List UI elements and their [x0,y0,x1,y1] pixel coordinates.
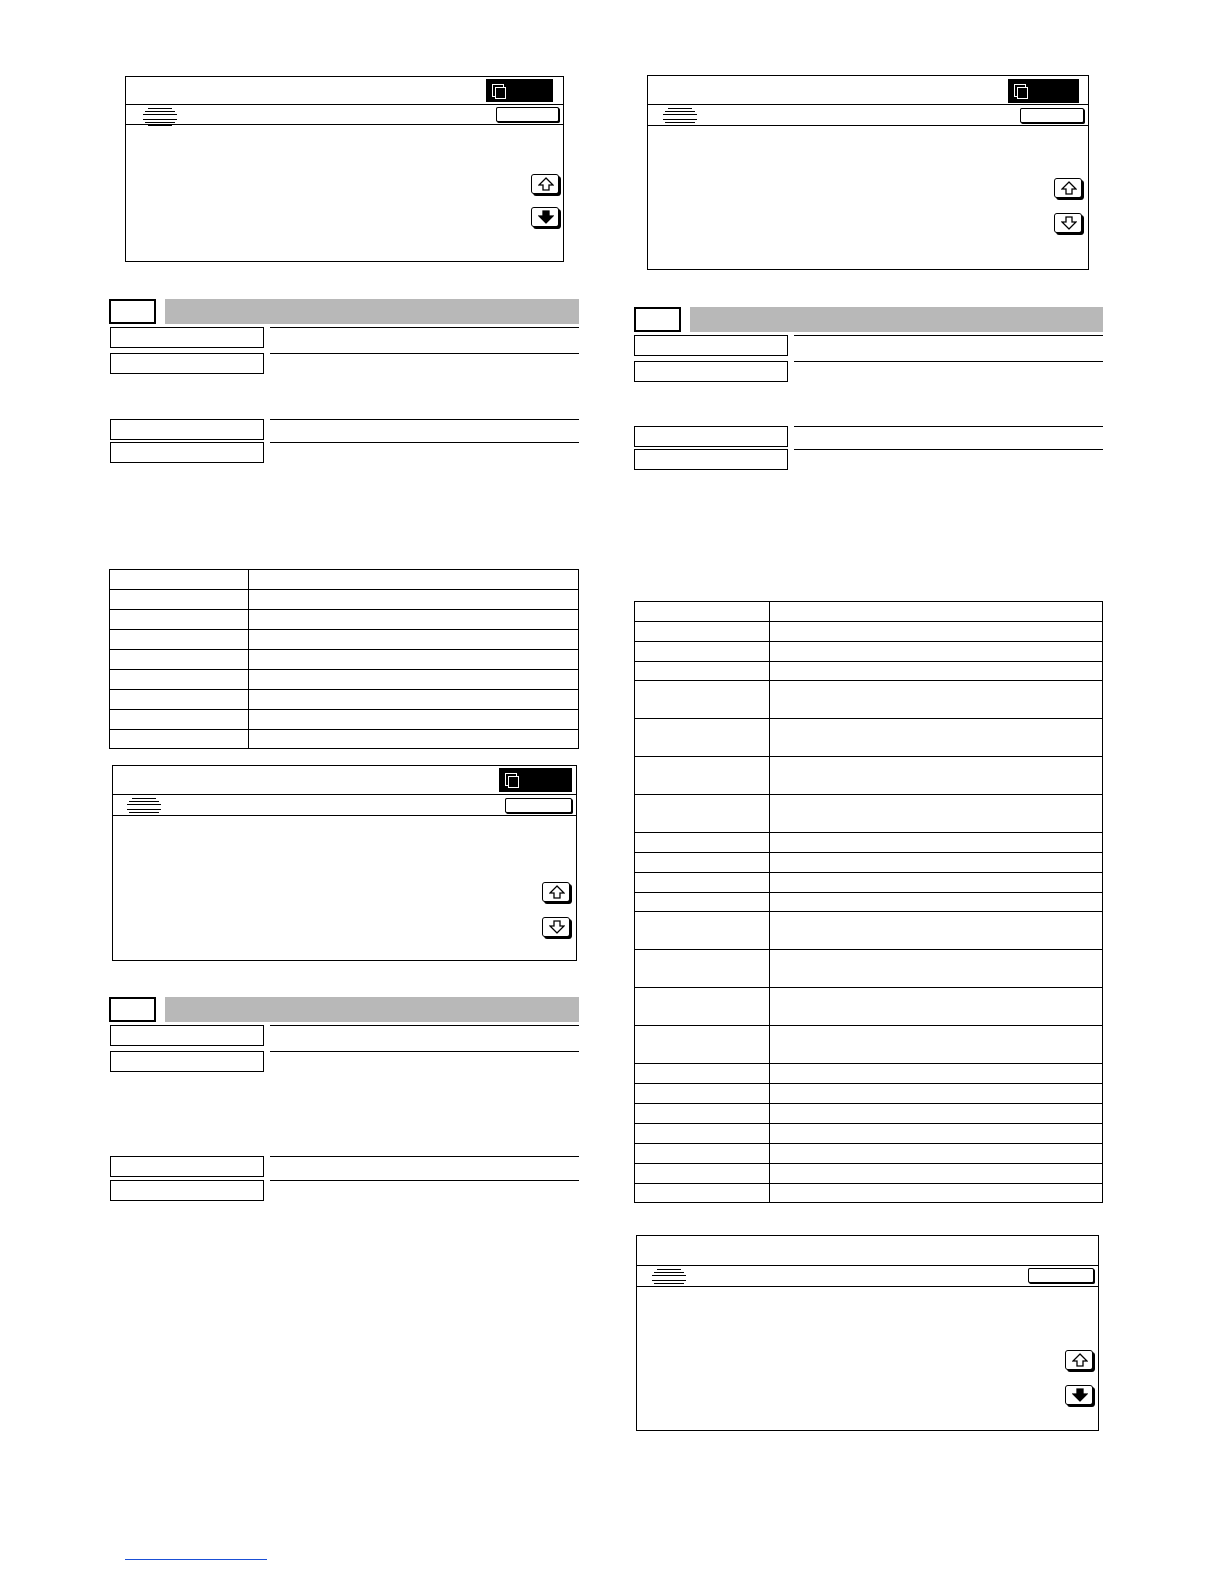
table-cell-value [770,1084,1103,1104]
table-row [635,1064,1103,1084]
field-rule [270,1025,579,1026]
table-cell-value [770,873,1103,893]
up-arrow-icon [538,177,554,191]
table-cell-key [110,590,249,610]
field-rule [270,1156,579,1157]
table-cell-key [635,681,770,719]
table-cell-value [770,893,1103,912]
screen-menu-button[interactable] [505,798,572,813]
table-cell-value [249,590,579,610]
field-rule [270,1051,579,1052]
table-cell-value [249,630,579,650]
table-cell-key [110,690,249,710]
copy-mode-tab[interactable] [1008,79,1079,103]
table-cell-value [249,710,579,730]
up-arrow-icon [1072,1353,1088,1367]
copy-mode-icon [492,84,504,97]
screen-title-bar [637,1236,1098,1266]
table-cell-value [770,662,1103,681]
table-row [635,988,1103,1026]
table-cell-key [110,610,249,630]
scroll-up-button[interactable] [542,882,570,902]
table-row [110,730,579,749]
lcd-screen-right-2 [636,1235,1099,1431]
table-cell-key [635,1026,770,1064]
field-rule [794,361,1103,362]
field-label-box [110,442,264,463]
data-table-left [109,569,579,749]
table-cell-key [635,602,770,622]
table-row [635,1104,1103,1124]
table-row [635,950,1103,988]
table-cell-key [110,570,249,590]
table-cell-key [635,757,770,795]
table-cell-value [770,1164,1103,1184]
screen-menu-button[interactable] [1020,108,1084,123]
table-row [635,853,1103,873]
table-cell-value [249,690,579,710]
table-cell-value [770,622,1103,642]
table-cell-key [635,833,770,853]
table-cell-key [635,873,770,893]
field-label-box [110,1156,264,1177]
paper-stack-icon [652,1266,686,1288]
scroll-up-button[interactable] [1065,1350,1093,1370]
paper-stack-icon [127,795,161,817]
table-cell-value [249,610,579,630]
footer-link[interactable] [125,1559,267,1560]
table-cell-key [635,642,770,662]
field-label-box [634,361,788,382]
table-cell-value [249,670,579,690]
field-label-box [634,449,788,470]
table-cell-value [770,988,1103,1026]
section-title-bar [690,307,1103,332]
table-cell-value [249,650,579,670]
field-label-box [110,1025,264,1046]
section-code-box [109,997,156,1022]
copy-mode-icon [1014,84,1026,97]
up-arrow-icon [549,885,565,899]
table-cell-key [110,670,249,690]
copy-mode-tab[interactable] [499,768,572,792]
scroll-up-button[interactable] [1054,178,1082,198]
field-rule [270,442,579,443]
table-cell-key [635,988,770,1026]
table-row [635,893,1103,912]
field-label-box [634,426,788,447]
table-row [110,670,579,690]
table-cell-value [770,719,1103,757]
lcd-screen-right-1 [647,75,1089,270]
section-title-bar [165,997,579,1022]
screen-menu-button[interactable] [1028,1268,1094,1283]
table-row [635,1124,1103,1144]
paper-stack-icon [143,105,177,127]
table-cell-key [635,950,770,988]
table-row [635,1144,1103,1164]
data-table-right [634,601,1103,1203]
table-cell-value [770,912,1103,950]
table-row [110,630,579,650]
table-cell-key [635,893,770,912]
table-cell-value [770,1064,1103,1084]
table-cell-value [770,602,1103,622]
table-row [635,833,1103,853]
scroll-down-button[interactable] [542,917,570,937]
table-cell-key [635,662,770,681]
table-cell-value [249,730,579,749]
field-label-box [634,335,788,356]
field-label-box [110,353,264,374]
table-row [635,1164,1103,1184]
field-label-box [110,1180,264,1201]
scroll-up-button[interactable] [531,174,559,194]
section-code-box [109,299,156,324]
down-arrow-icon [538,210,554,224]
field-rule [794,335,1103,336]
copy-mode-icon [505,773,517,786]
table-row [110,590,579,610]
table-cell-key [110,730,249,749]
scroll-down-button[interactable] [1054,213,1082,233]
paper-stack-icon [663,105,697,127]
table-row [110,570,579,590]
table-cell-key [635,1144,770,1164]
up-arrow-icon [1061,181,1077,195]
table-cell-value [770,1124,1103,1144]
screen-menu-button[interactable] [496,107,559,122]
field-label-box [110,1051,264,1072]
table-cell-key [110,650,249,670]
table-cell-key [110,630,249,650]
table-cell-key [635,1184,770,1203]
table-cell-value [770,681,1103,719]
table-cell-key [635,1104,770,1124]
field-rule [794,426,1103,427]
field-rule [270,353,579,354]
table-row [110,650,579,670]
table-cell-key [635,795,770,833]
table-row [635,795,1103,833]
table-cell-value [249,570,579,590]
table-row [635,719,1103,757]
down-arrow-icon [1072,1388,1088,1402]
table-row [110,610,579,630]
table-cell-key [635,1064,770,1084]
table-cell-value [770,642,1103,662]
field-rule [270,327,579,328]
down-arrow-icon [1061,216,1077,230]
table-cell-value [770,1184,1103,1203]
table-row [635,681,1103,719]
table-row [635,662,1103,681]
lcd-screen-left-2 [112,765,577,961]
table-cell-value [770,833,1103,853]
field-rule [270,419,579,420]
field-rule [270,1180,579,1181]
table-row [110,710,579,730]
table-row [635,757,1103,795]
down-arrow-icon [549,920,565,934]
section-title-bar [165,299,579,324]
lcd-screen-left-1 [125,76,564,262]
table-row [635,1184,1103,1203]
section-code-box [634,307,681,332]
table-row [635,1026,1103,1064]
table-cell-key [635,622,770,642]
table-cell-value [770,1026,1103,1064]
table-row [635,622,1103,642]
table-cell-value [770,757,1103,795]
field-rule [794,449,1103,450]
table-row [635,642,1103,662]
table-row [635,912,1103,950]
table-cell-key [635,719,770,757]
table-cell-value [770,950,1103,988]
table-cell-value [770,1144,1103,1164]
table-cell-key [635,1124,770,1144]
field-label-box [110,327,264,348]
table-cell-key [635,853,770,873]
table-row [635,602,1103,622]
field-label-box [110,419,264,440]
scroll-down-button[interactable] [1065,1385,1093,1405]
table-cell-value [770,795,1103,833]
table-cell-key [635,1164,770,1184]
scroll-down-button[interactable] [531,207,559,227]
table-cell-value [770,853,1103,873]
table-row [110,690,579,710]
table-cell-key [110,710,249,730]
copy-mode-tab[interactable] [486,79,553,102]
table-cell-key [635,1084,770,1104]
table-row [635,1084,1103,1104]
table-row [635,873,1103,893]
table-cell-key [635,912,770,950]
table-cell-value [770,1104,1103,1124]
